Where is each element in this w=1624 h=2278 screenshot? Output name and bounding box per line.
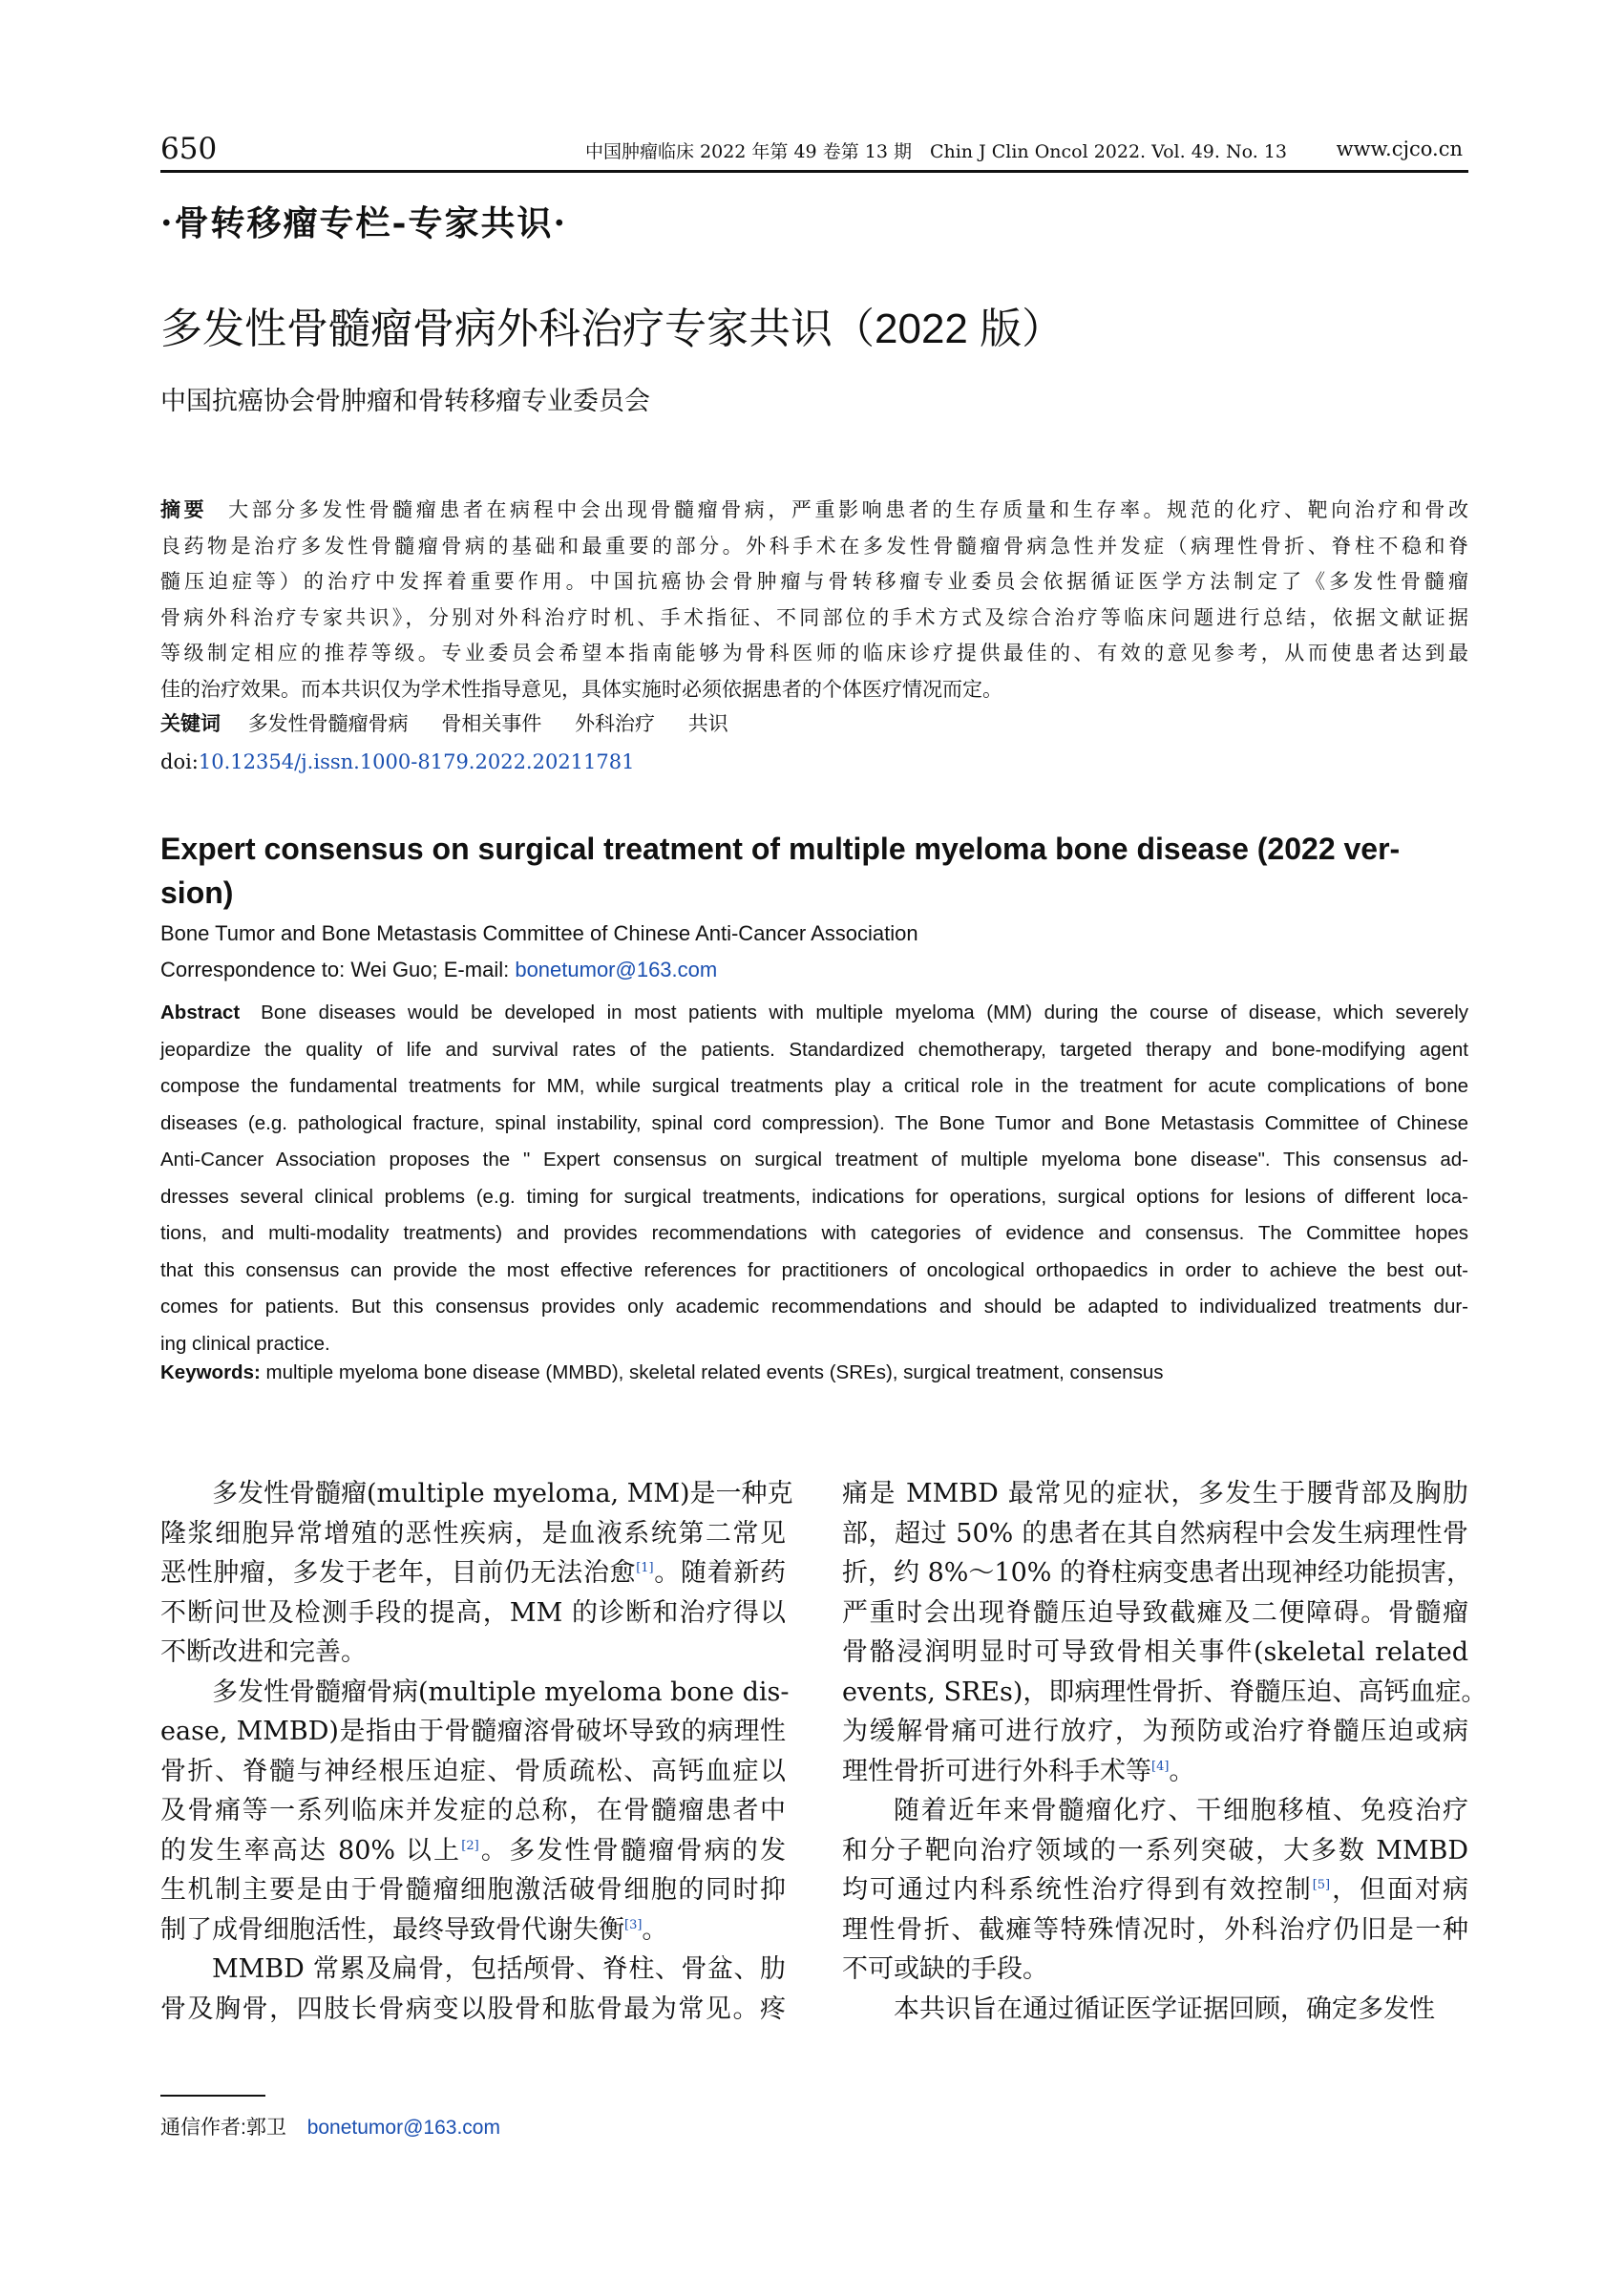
english-keywords xyxy=(160,1361,1163,1384)
body-line: 骨骼浸润明显时可导致骨相关事件(skeletal related xyxy=(842,1637,1468,1667)
page-number: 650 xyxy=(160,132,218,166)
keyword: 共识 xyxy=(687,712,728,735)
body-line: 本共识旨在通过循证医学证据回顾，确定多发性 xyxy=(894,1993,1435,2024)
body-line: 折，约 8%～10% 的脊柱病变患者出现神经功能损害， xyxy=(842,1558,1473,1588)
english-abstract-line: comes for patients. But this consensus provides only academic recommendations and should be adapted to individualized treatments dur- xyxy=(160,1296,1468,1318)
chinese-author: 中国抗癌协会骨肿瘤和骨转移瘤专业委员会 xyxy=(160,387,650,415)
english-abstract-label: Abstract xyxy=(160,1002,241,1023)
body-line: 和分子靶向治疗领域的一系列突破，大多数 MMBD xyxy=(842,1835,1468,1866)
reference-marker[interactable]: [4] xyxy=(1151,1759,1170,1774)
body-line: 隆浆细胞异常增殖的恶性疾病，是血液系统第二常见 xyxy=(160,1518,786,1549)
english-abstract-line: Abstract Bone diseases would be developed in most patients with multiple myeloma (MM) during the course of disease, which severely xyxy=(160,1002,1468,1023)
body-line: MMBD 常累及扁骨，包括颅骨、脊柱、骨盆、肋 xyxy=(212,1954,786,1984)
section-title: ·骨转移瘤专栏-专家共识· xyxy=(160,203,568,243)
body-line: 制了成骨细胞活性，最终导致骨代谢失衡[3]。 xyxy=(160,1914,668,1945)
body-line: 恶性肿瘤，多发于老年，目前仍无法治愈[1]。随着新药 xyxy=(160,1558,787,1588)
chinese-abstract-line: 等级制定相应的推荐等级。专业委员会希望本指南能够为骨科医师的临床诊疗提供最佳的、有效的意见参考，从而使患者达到最 xyxy=(160,642,1468,664)
reference-marker[interactable]: [1] xyxy=(636,1561,654,1575)
body-line: 及骨痛等一系列临床并发症的总称，在骨髓瘤患者中 xyxy=(160,1796,786,1825)
keyword: 骨相关事件 xyxy=(441,712,542,735)
body-line: 理性骨折、截瘫等特殊情况时，外科治疗仍旧是一种 xyxy=(842,1914,1468,1945)
body-line: ease, MMBD)是指由于骨髓瘤溶骨破坏导致的病理性 xyxy=(160,1717,786,1746)
body-line: 多发性骨髓瘤骨病(multiple myeloma bone dis- xyxy=(212,1677,790,1707)
body-line: 随着近年来骨髓瘤化疗、干细胞移植、免疫治疗 xyxy=(894,1796,1468,1825)
chinese-abstract-line: 髓压迫症等）的治疗中发挥着重要作用。中国抗癌协会骨肿瘤与骨转移瘤专业委员会依据循证医学方法制定了《多发性骨髓瘤 xyxy=(160,570,1468,593)
doi-link[interactable]: 10.12354/j.issn.1000-8179.2022.20211781 xyxy=(198,750,635,773)
english-committee: Bone Tumor and Bone Metastasis Committee of Chinese Anti-Cancer Association xyxy=(160,921,918,945)
chinese-keywords xyxy=(160,708,755,737)
body-line: 均可通过内科系统性治疗得到有效控制[5]，但面对病 xyxy=(842,1875,1469,1905)
chinese-abstract-line: 摘要 大部分多发性骨髓瘤患者在病程中会出现骨髓瘤骨病，严重影响患者的生存质量和生存率。规范的化疗、靶向治疗和骨改 xyxy=(160,498,1469,521)
reference-marker[interactable]: [5] xyxy=(1312,1878,1331,1892)
footnote-label: 通信作者:郭卫 xyxy=(160,2117,286,2139)
chinese-abstract-line: 良药物是治疗多发性骨髓瘤骨病的基础和最重要的部分。外科手术在多发性骨髓瘤骨病急性并发症（病理性骨折、脊柱不稳和脊 xyxy=(160,534,1468,558)
english-abstract-line: tions, and multi-modality treatments) and provides recommendations with categories of evidence and consensus. The Committee hopes xyxy=(160,1222,1468,1244)
body-line: events, SREs)，即病理性骨折、脊髓压迫、高钙血症。 xyxy=(842,1677,1487,1707)
body-line: 骨及胸骨，四肢长骨病变以股骨和肱骨最为常见。疼 xyxy=(160,1993,786,2024)
body-line: 不可或缺的手段。 xyxy=(842,1954,1048,1984)
body-line: 为缓解骨痛可进行放疗，为预防或治疗脊髓压迫或病 xyxy=(842,1717,1468,1746)
english-abstract-line: diseases (e.g. pathological fracture, spinal instability, spinal cord compression). The Bone Tumor and Bone Metastasis Committee of Chinese xyxy=(160,1111,1468,1134)
doi-prefix: doi: xyxy=(160,750,199,773)
english-correspondence xyxy=(160,958,717,982)
english-abstract-line: Anti-Cancer Association proposes the " Expert consensus on surgical treatment of multiple myeloma bone disease". This consensus ad- xyxy=(160,1149,1468,1171)
english-abstract-line: dresses several clinical problems (e.g. timing for surgical treatments, indications for operations, surgical options for lesions of different loca- xyxy=(160,1185,1468,1208)
english-abstract-line: ing clinical practice. xyxy=(160,1332,330,1355)
footnote-email-link[interactable]: bonetumor@163.com xyxy=(306,2117,500,2139)
body-line: 不断问世及检测手段的提高，MM 的诊断和治疗得以 xyxy=(160,1597,786,1628)
journal-website[interactable]: www.cjco.cn xyxy=(1336,137,1463,160)
correspondence-email-link[interactable]: bonetumor@163.com xyxy=(515,958,718,981)
body-line: 生机制主要是由于骨髓瘤细胞激活破骨细胞的同时抑 xyxy=(160,1875,786,1905)
running-header xyxy=(160,132,1468,173)
english-title: Expert consensus on surgical treatment of multiple myeloma bone disease (2022 ver-sion) xyxy=(160,832,1401,910)
chinese-keywords-label: 关键词 xyxy=(160,713,221,735)
english-abstract xyxy=(160,995,1468,1362)
english-keywords-label: Keywords: xyxy=(160,1361,261,1383)
chinese-abstract-label: 摘要 xyxy=(160,499,208,521)
body-line: 严重时会出现脊髓压迫导致截瘫及二便障碍。骨髓瘤 xyxy=(842,1597,1468,1628)
keyword: 外科治疗 xyxy=(575,712,656,735)
footnote xyxy=(160,2112,500,2141)
body-line: 多发性骨髓瘤(multiple myeloma, MM)是一种克 xyxy=(212,1479,793,1508)
body-line: 的发生率高达 80% 以上[2]。多发性骨髓瘤骨病的发 xyxy=(160,1835,787,1866)
chinese-abstract-line: 佳的治疗效果。而本共识仅为学术性指导意见，具体实施时必须依据患者的个体医疗情况而定。 xyxy=(160,677,1002,701)
body-column-left xyxy=(160,1474,793,2029)
body-line: 部，超过 50% 的患者在其自然病程中会发生病理性骨 xyxy=(842,1518,1468,1549)
body-line: 骨折、脊髓与神经根压迫症、骨质疏松、高钙血症以 xyxy=(160,1756,786,1786)
chinese-abstract-line: 骨病外科治疗专家共识》，分别对外科治疗时机、手术指征、不同部位的手术方式及综合治疗等临床问题进行总结，依据文献证据 xyxy=(160,605,1468,629)
body-line: 痛是 MMBD 最常见的症状，多发生于腰背部及胸肋 xyxy=(842,1479,1468,1508)
correspondence-text: Correspondence to: Wei Guo; E-mail: xyxy=(160,958,516,981)
english-abstract-line: jeopardize the quality of life and survival rates of the patients. Standardized chemotherapy, targeted therapy and bone-modifying agent xyxy=(160,1038,1468,1061)
english-abstract-line: that this consensus can provide the most effective references for practitioners of oncological orthopaedics in order to achieve the best out- xyxy=(160,1258,1468,1281)
reference-marker[interactable]: [2] xyxy=(461,1838,479,1853)
body-line: 不断改进和完善。 xyxy=(160,1637,367,1667)
body-line: 理性骨折可进行外科手术等[4]。 xyxy=(842,1756,1195,1786)
journal-citation: 中国肿瘤临床 2022 年第 49 卷第 13 期 Chin J Clin Oncol 2022. Vol. 49. No. 13 xyxy=(585,141,1287,162)
body-column-right xyxy=(842,1474,1487,2029)
footnote-divider xyxy=(160,2095,265,2097)
english-abstract-line: compose the fundamental treatments for MM, while surgical treatments play a critical role in the treatment for acute complications of bone xyxy=(160,1075,1468,1097)
chinese-abstract xyxy=(160,493,1468,707)
keyword: 多发性骨髓瘤骨病 xyxy=(247,712,409,735)
english-keywords-text: multiple myeloma bone disease (MMBD), skeletal related events (SREs), surgical treatment, consensus xyxy=(265,1361,1164,1383)
reference-marker[interactable]: [3] xyxy=(624,1917,643,1932)
doi xyxy=(160,750,635,773)
chinese-title: 多发性骨髓瘤骨病外科治疗专家共识（2022 版） xyxy=(160,306,1065,352)
